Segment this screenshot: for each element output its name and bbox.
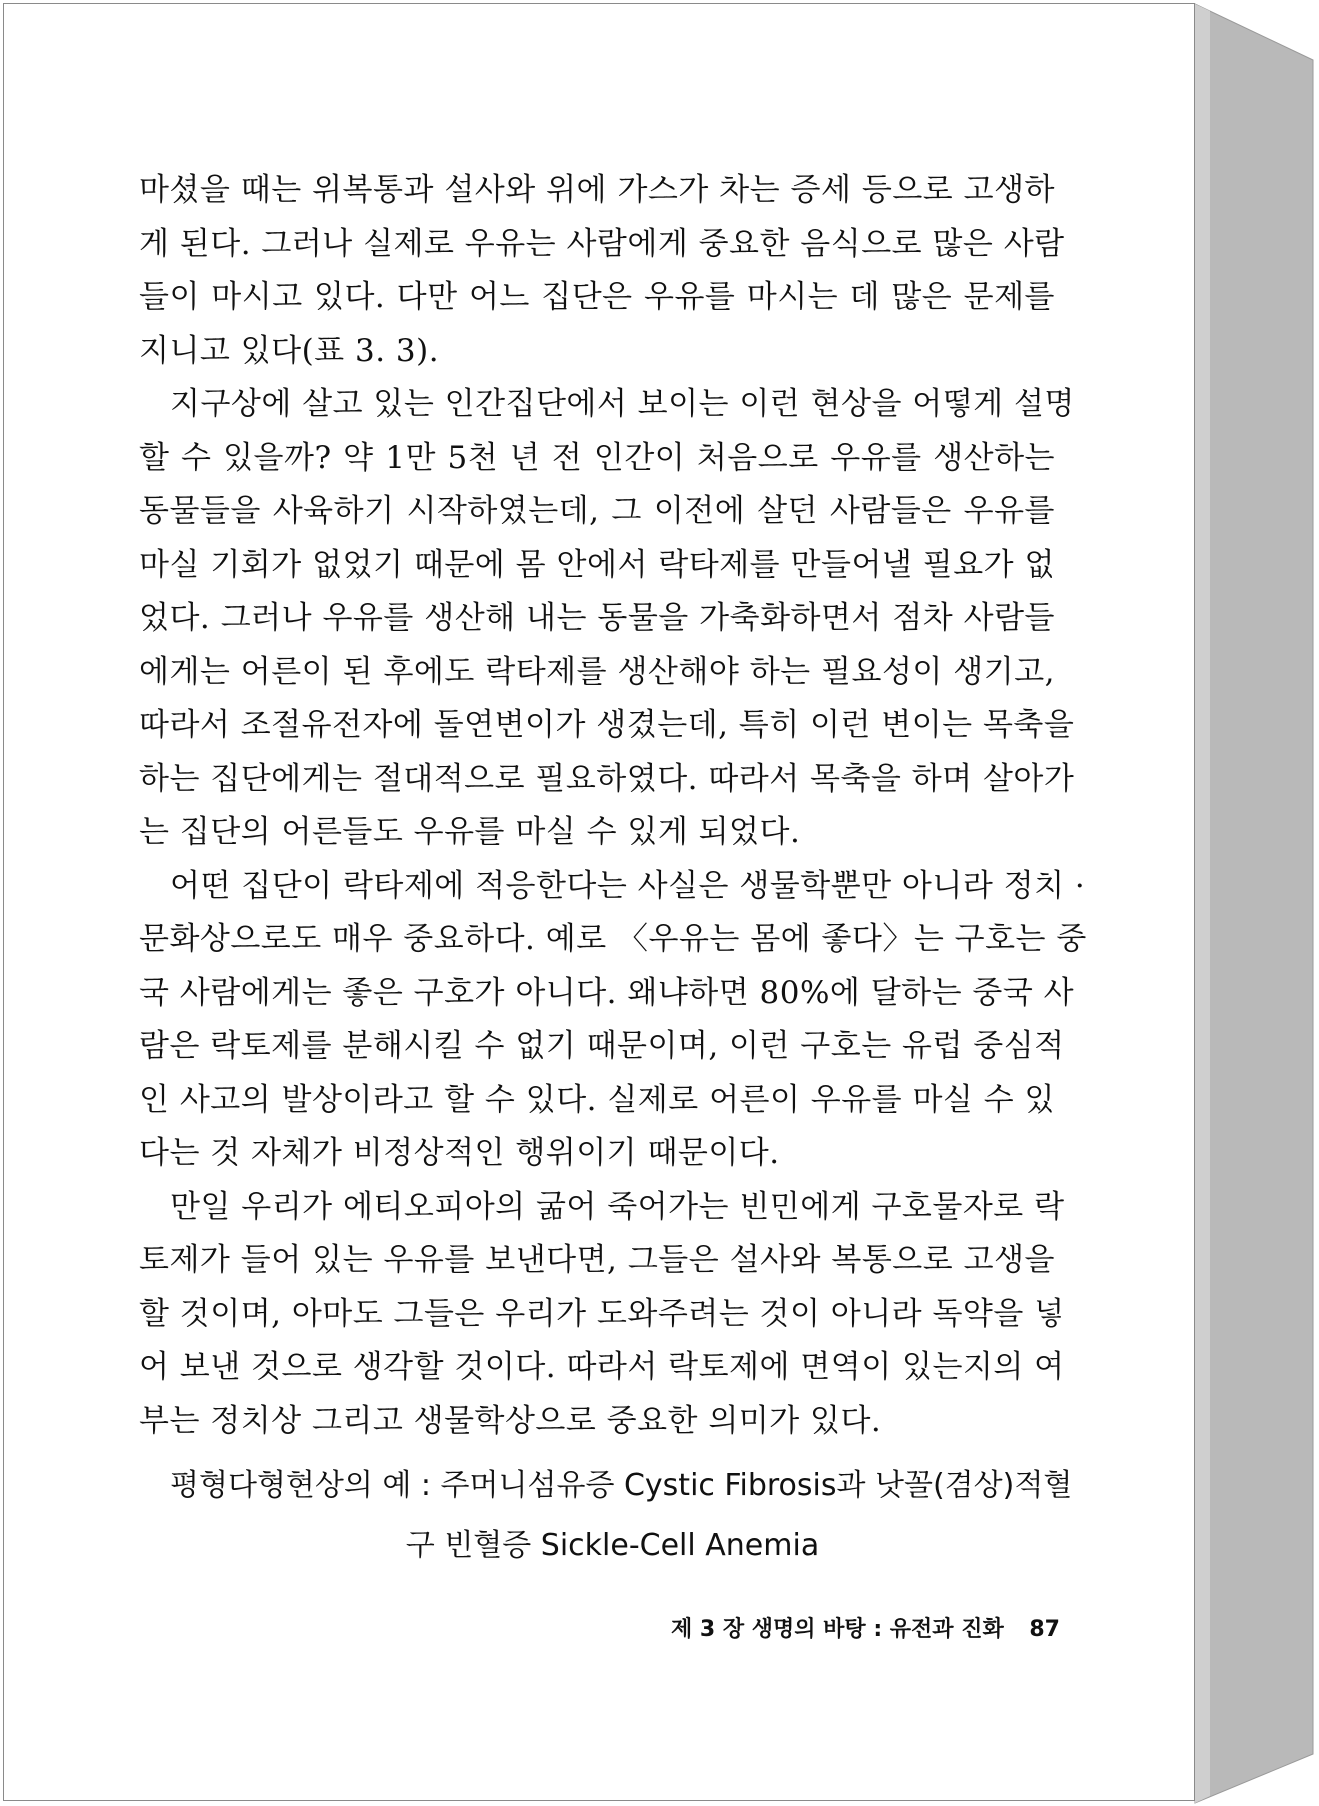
text-line: 었다. 그러나 우유를 생산해 내는 동물을 가축화하면서 점차 사람들 [139,600,1055,636]
text-line: 부는 정치상 그리고 생물학상으로 중요한 의미가 있다. [139,1402,882,1439]
text-line: 지구상에 살고 있는 인간집단에서 보이는 이런 현상을 어떻게 설명 [170,386,1075,422]
text-line: 들이 마시고 있다. 다만 어느 집단은 우유를 마시는 데 많은 문제를 [139,279,1055,315]
text-line: 할 것이며, 아마도 그들은 우리가 도와주려는 것이 아니라 독약을 넣 [139,1295,1065,1332]
paragraph [139,378,1075,860]
section-heading [170,1456,1073,1576]
text-line: 만일 우리가 에티오피아의 굶어 죽어가는 빈민에게 구호물자로 락 [170,1188,1065,1225]
text-line: 따라서 조절유전자에 돌연변이가 생겼는데, 특히 이런 변이는 목축을 [139,707,1075,743]
text-line: 에게는 어른이 된 후에도 락타제를 생산해야 하는 필요성이 생기고, [139,653,1055,690]
text-line: 람은 락토제를 분해시킬 수 없기 때문이며, 이런 구호는 유럽 중심적 [139,1028,1065,1064]
text-line: 마실 기회가 없었기 때문에 몸 안에서 락타제를 만들어낼 필요가 없 [139,546,1055,583]
running-header-chapter: 제 3 장 생명의 바탕 : 유전과 진화 [670,1617,1004,1642]
paragraph [139,1181,1065,1449]
text-line: 게 된다. 그러나 실제로 우유는 사람에게 중요한 음식으로 많은 사람 [139,225,1065,262]
text-line: 문화상으로도 매우 중요하다. 예로 〈우유는 몸에 좋다〉는 구호는 중 [139,921,1087,957]
paragraph [139,860,1087,1181]
text-line: 인 사고의 발상이라고 할 수 있다. 실제로 어른이 우유를 마실 수 있 [139,1081,1055,1118]
body-text [139,164,1087,1448]
section-heading-line-1: 평형다형현상의 예 : 주머니섬유증 Cystic Fibrosis과 낫꼴(겸상)적혈 [170,1468,1073,1503]
text-line: 다는 것 자체가 비정상적인 행위이기 때문이다. [139,1135,780,1171]
text-line: 국 사람에게는 좋은 구호가 아니다. 왜냐하면 80%에 달하는 중국 사 [139,974,1075,1011]
page-number: 87 [1029,1617,1060,1642]
text-line: 할 수 있을까? 약 1만 5천 년 전 인간이 처음으로 우유를 생산하는 [139,439,1055,476]
text-line: 어떤 집단이 락타제에 적응한다는 사실은 생물학뿐만 아니라 정치 · [170,867,1086,904]
text-line: 는 집단의 어른들도 우유를 마실 수 있게 되었다. [139,814,801,850]
text-line: 하는 집단에게는 절대적으로 필요하였다. 따라서 목축을 하며 살아가 [139,760,1075,797]
text-line: 지니고 있다(표 3. 3). [139,332,440,369]
section-heading-line-2: 구 빈혈증 Sickle-Cell Anemia [405,1528,820,1563]
text-line: 토제가 들어 있는 우유를 보낸다면, 그들은 설사와 복통으로 고생을 [139,1242,1055,1278]
text-line: 동물들을 사육하기 시작하였는데, 그 이전에 살던 사람들은 우유를 [139,493,1055,529]
text-line: 어 보낸 것으로 생각할 것이다. 따라서 락토제에 면역이 있는지의 여 [139,1349,1065,1385]
paragraph [139,164,1065,378]
page-footer [620,1612,1060,1643]
text-line: 마셨을 때는 위복통과 설사와 위에 가스가 차는 증세 등으로 고생하 [139,172,1055,208]
